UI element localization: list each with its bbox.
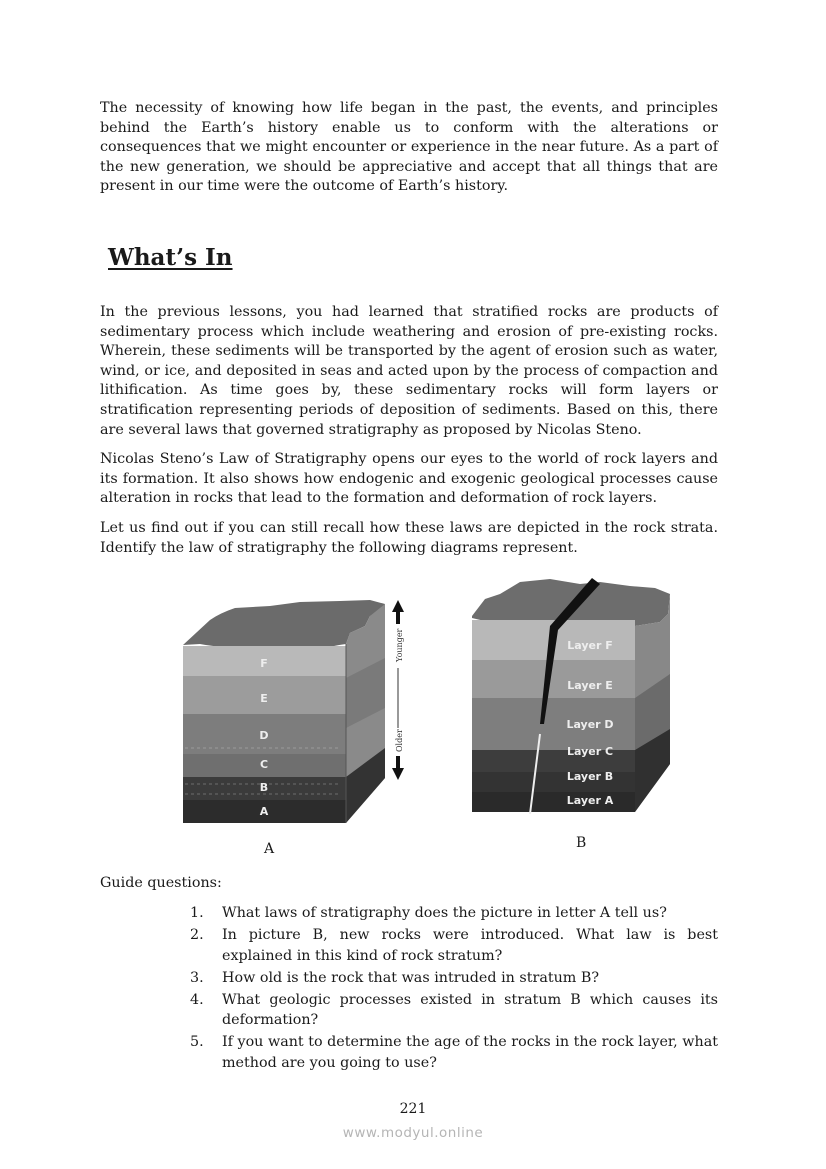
figure-b-caption: B (576, 835, 587, 851)
question-text: How old is the rock that was intruded in stratum B? (222, 969, 600, 986)
svg-text:B: B (259, 781, 269, 794)
svg-text:Layer F: Layer F (567, 639, 613, 652)
svg-text:Layer C: Layer C (566, 745, 614, 758)
question-item: 1. What laws of stratigraphy does the picture in letter A tell us? (190, 905, 667, 921)
figure-a-rock-strata (180, 598, 412, 826)
body-paragraph: In the previous lessons, you had learned that stratified rocks are products of sedimentary process which include weathering and erosion of pre-existing rocks. Wherein, these sediments will be transported by the agent of erosion such as water, wind, or ice, and deposited in seas and acted upon by the process of compaction and lithification. As time goes by, these sedimentary rocks will form layers or stratification representing periods of deposition of sediments. Based on this, there are several laws that governed stratigraphy as proposed by Nicolas Steno. (100, 304, 718, 438)
question-text: In picture B, new rocks were introduced. What law is best explained in this kind of rock stratum? (222, 927, 718, 964)
body-paragraph: Let us find out if you can still recall how these laws are depicted in the rock strata. Identify the law of stratigraphy the following diagrams represent. (100, 520, 718, 556)
question-text: What laws of stratigraphy does the picture in letter A tell us? (222, 905, 667, 921)
question-item: 4. What geologic processes existed in stratum B which causes its deformation? (190, 991, 718, 1028)
svg-text:Layer A: Layer A (566, 794, 614, 807)
svg-text:Older: Older (395, 729, 404, 752)
svg-text:A: A (259, 805, 269, 818)
svg-text:Layer E: Layer E (567, 679, 613, 692)
question-text: If you want to determine the age of the rocks in the rock layer, what method are you going to use? (222, 1034, 718, 1071)
rock-strata-diagram-a (180, 598, 412, 826)
watermark: www.modyul.online (342, 1125, 484, 1141)
body-paragraph: Nicolas Steno’s Law of Stratigraphy opens our eyes to the world of rock layers and its formation. It also shows how endogenic and exogenic geological processes cause alteration in rocks that lead to the formation and deformation of rock layers. (100, 451, 718, 507)
figure-a-caption: A (264, 841, 275, 857)
rock-strata-diagram-b (470, 574, 676, 816)
svg-text:Layer B: Layer B (566, 770, 614, 783)
page-number: 221 (399, 1101, 427, 1117)
section-heading: What’s In (108, 244, 233, 271)
guide-questions-label: Guide questions: (100, 875, 222, 891)
intro-paragraph: The necessity of knowing how life began in the past, the events, and principles behind the Earth’s history enable us to conform with the alterations or consequences that we might encounter or experience in the near future. As a part of the new generation, we should be appreciative and accept that all things that are present in our time were the outcome of Earth’s history. (100, 100, 718, 195)
figure-b-rock-strata (470, 574, 676, 816)
svg-text:C: C (259, 758, 269, 771)
svg-text:D: D (259, 729, 269, 742)
age-arrow (392, 600, 404, 780)
question-item: 5. If you want to determine the age of the rocks in the rock layer, what method are you going to use? (190, 1034, 718, 1071)
guide-questions-list (190, 903, 718, 1075)
svg-text:E: E (260, 692, 268, 705)
question-item: 3. How old is the rock that was intruded in stratum B? (190, 969, 600, 986)
question-item: 2. In picture B, new rocks were introduced. What law is best explained in this kind of rock stratum? (190, 927, 718, 964)
svg-text:F: F (260, 657, 268, 670)
svg-text:Younger: Younger (395, 628, 404, 662)
svg-text:Layer D: Layer D (566, 718, 614, 731)
question-text: What geologic processes existed in stratum B which causes its deformation? (222, 991, 718, 1028)
